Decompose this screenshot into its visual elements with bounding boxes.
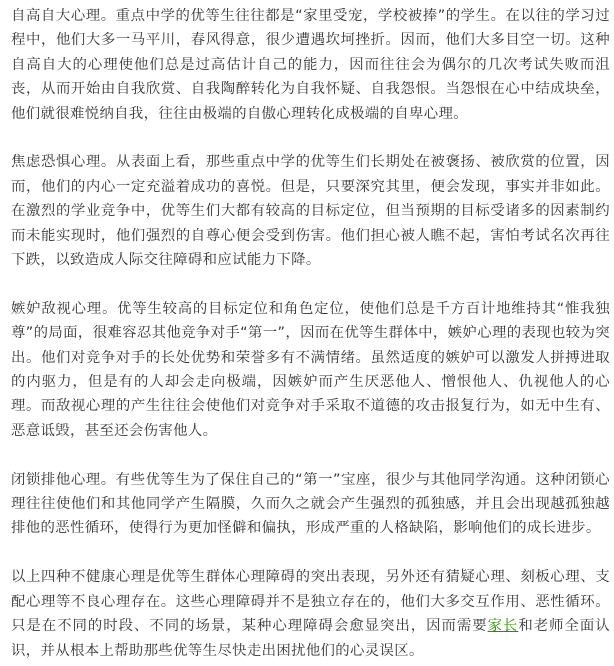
paragraph-arrogance: 自高自大心理。重点中学的优等生往往都是“家里受宠，学校被捧”的学生。在以往的学习过程中，他们大多一马平川，春风得意，很少遭遇坎坷挫折。因而，他们大多目空一切。这种自高自大的心理使他们总是过高估计自己的能力，因而往往会为偶尔的几次考试失败而沮丧，从而开始由自我欣赏、自我陶醉转化为自我怀疑、自我怨恨。当怨恨在心中结成块垒，他们就很难悦纳自我，往往由极端的自傲心理转化成极端的自卑心理。 — [11, 8, 610, 122]
paragraph-jealousy: 嫉妒敌视心理。优等生较高的目标定位和角色定位，使他们总是千方百计地维持其“惟我独尊”的局面，很难容忍其他竞争对手“第一”，因而在优等生群体中，嫉妒心理的表现也较为突出。他们对竞争对手的长处优势和荣誉多有不满情绪。虽然适度的嫉妒可以激发人拼搏进取的内驱力，但是有的人却会走向极端，因嫉妒而产生厌恶他人、憎恨他人、仇视他人的心理。而敌视心理的产生往往会使他们对竞争对手采取不道德的攻击报复行为，如无中生有、恶意诋毁，甚至还会伤害他人。 — [11, 300, 610, 439]
paragraph-anxiety: 焦虑恐惧心理。从表面上看，那些重点中学的优等生们长期处在被褒扬、被欣赏的位置，因而，他们的内心一定充溢着成功的喜悦。但是，只要深究其里，便会发现，事实并非如此。在激烈的学业竞争中，优等生们大都有较高的目标定位，但当预期的目标受诸多的因素制约而未能实现时，他们强烈的自尊心便会受到伤害。他们担心被人瞧不起，害怕考试名次再往下跌，以致造成人际交往障碍和应试能力下降。 — [11, 154, 610, 269]
paragraph-isolation: 闭锁排他心理。有些优等生为了保住自己的“第一”宝座，很少与其他同学沟通。这种闭锁心理往往使他们和其他同学产生隔膜，久而久之就会产生强烈的孤独感，并且会出现越孤独越排他的恶性循环，使得行为更加怪僻和偏执，形成严重的人格缺陷，影响他们的成长进步。 — [11, 471, 610, 537]
parents-keyword-link[interactable]: 家长 — [487, 618, 519, 635]
summary-text-before: 以上四种不健康心理是优等生群体心理障碍的突出表现，另外还有猜疑心理、刻板心理、支配心理等不良心理存在。这些心理障碍并不是独立存在的，他们大多交互作用、恶性循环。只是在不同的时段、不同的场景，某种心理障碍会愈显突出，因而需要 — [11, 569, 610, 635]
paragraph-summary — [11, 565, 610, 663]
summary-text-after: 和老师全面认识，并从根本上帮助那些优等生尽快走出困扰他们的心灵误区。 — [11, 618, 610, 659]
